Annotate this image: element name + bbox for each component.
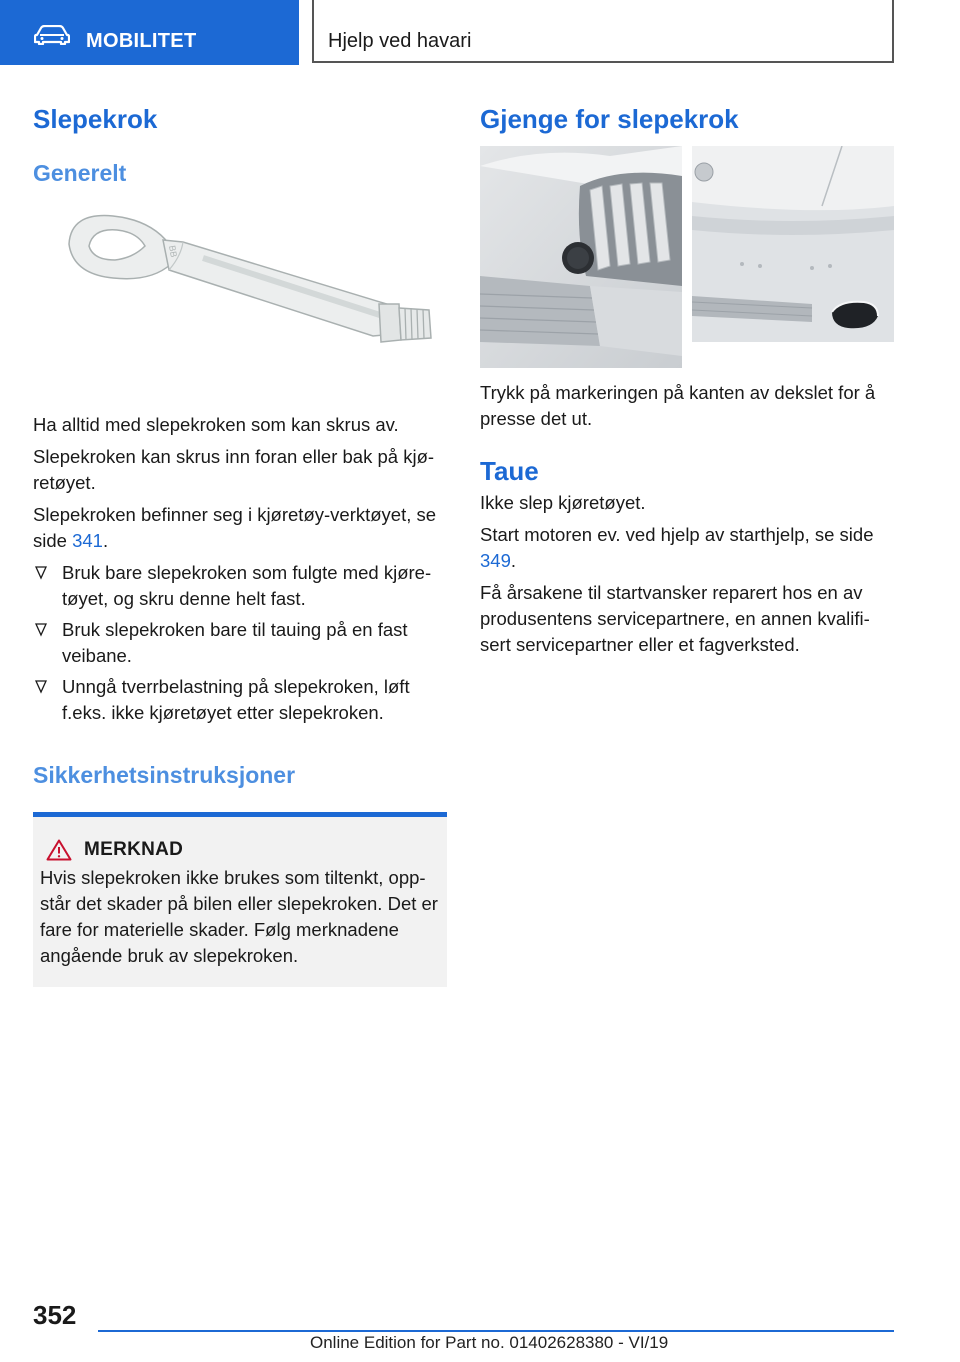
tow-hook-illustration — [33, 204, 447, 400]
paragraph-no-tow: Ikke slep kjøretøyet. — [480, 492, 646, 513]
heading-gjenge: Gjenge for slepekrok — [480, 104, 739, 134]
section-label: MOBILITET — [86, 30, 197, 52]
page-link-341[interactable]: 341 — [72, 530, 103, 551]
front-bumper-photo — [480, 146, 682, 368]
footer-rule — [98, 1330, 894, 1332]
left-column — [33, 100, 447, 987]
section-tab — [0, 0, 299, 65]
triangle-bullet-icon — [35, 566, 47, 580]
rear-bumper-photo — [692, 146, 894, 342]
list-item: Bruk slepekroken bare til tauing på en fast veibane. — [33, 617, 447, 669]
chapter-title: Hjelp ved havari — [328, 30, 472, 52]
triangle-bullet-icon — [35, 623, 47, 637]
paragraph-jumpstart: Start motoren ev. ved hjelp av starthjelp, se side 349. — [480, 524, 874, 571]
paragraph-1: Ha alltid med slepekroken som kan skrus av. — [33, 414, 399, 435]
warning-icon — [46, 839, 72, 861]
heading-taue: Taue — [480, 456, 539, 486]
notice-box — [33, 812, 447, 987]
list-item: Bruk bare slepekroken som fulgte med kjøre‐tøyet, og skru denne helt fast. — [33, 560, 447, 612]
page-number: 352 — [33, 1300, 77, 1330]
list-item: Unngå tverrbelastning på slepekroken, løft f.eks. ikke kjøretøyet etter slepekroken. — [33, 674, 447, 726]
car-icon — [34, 25, 70, 45]
triangle-bullet-icon — [35, 680, 47, 694]
subheading-generelt: Generelt — [33, 160, 127, 186]
notice-text: Hvis slepekroken ikke brukes som tiltenkt, opp‐står det skader på bilen eller slepekroken. Det er fare for materielle skader. Følg merknadene angående bruk av slepekroken. — [40, 867, 438, 966]
paragraph-2: Slepekroken kan skrus inn foran eller bak på kjø‐retøyet. — [33, 446, 435, 493]
paragraph-3: Slepekroken befinner seg i kjøretøy-verktøyet, se side 341. — [33, 504, 437, 551]
subheading-safety: Sikkerhetsinstruksjoner — [33, 762, 296, 788]
right-column — [480, 100, 894, 658]
bullet-list — [33, 560, 447, 726]
svg-text:BB: BB — [167, 244, 179, 259]
heading-slepekrok: Slepekrok — [33, 104, 158, 134]
paragraph-repair: Få årsakene til startvansker reparert hos en av produsentens servicepartnere, en annen kvalifi‐sert servicepartner eller et fagverksted. — [480, 582, 870, 655]
chapter-title-box — [312, 0, 894, 63]
page-link-349[interactable]: 349 — [480, 550, 511, 571]
notice-label: MERKNAD — [84, 839, 184, 860]
tow-thread-photos — [480, 146, 894, 368]
paragraph-press: Trykk på markeringen på kanten av dekslet for å presse det ut. — [480, 382, 876, 429]
edition-text: Online Edition for Part no. 01402628380 - VI/19 — [310, 1333, 669, 1352]
